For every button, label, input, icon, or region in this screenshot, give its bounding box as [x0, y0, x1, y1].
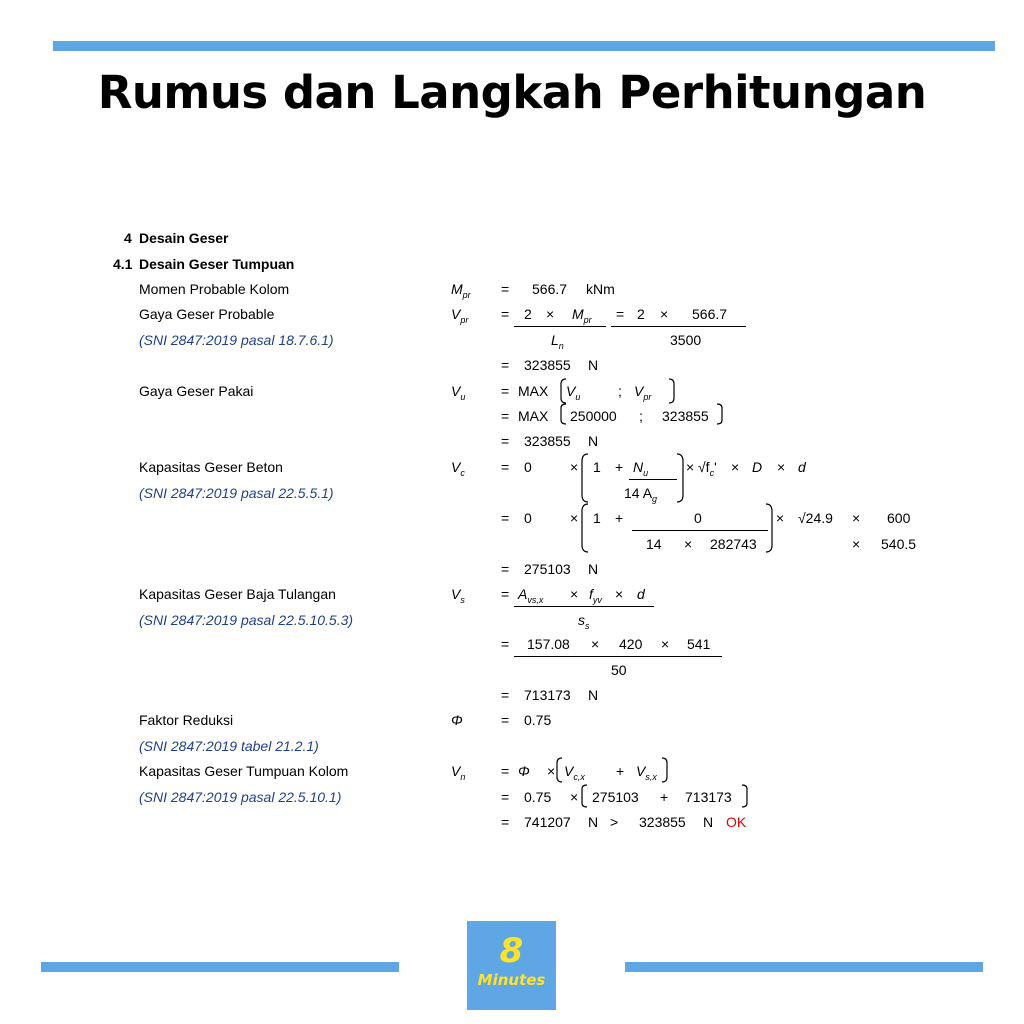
- section-heading: Desain Geser: [139, 230, 229, 246]
- vpr-factor: 2: [637, 306, 645, 322]
- times-sign: ×: [852, 536, 861, 552]
- vc-symbol: $V_c$: [451, 459, 465, 478]
- vpr-moment-symbol: $M_{pr}$: [572, 306, 592, 325]
- equals-sign: =: [616, 306, 625, 322]
- vc-label: Kapasitas Geser Beton: [139, 459, 283, 475]
- times-sign: ×: [731, 459, 740, 475]
- equals-sign: =: [501, 408, 510, 424]
- vc-diameter-symbol: D: [752, 459, 763, 475]
- vc-one: 1: [593, 510, 601, 526]
- vs-spacing-symbol: $s_s$: [578, 612, 590, 631]
- vpr-factor: 2: [524, 306, 532, 322]
- left-bracket: [555, 757, 563, 783]
- vs-yield-value: 420: [619, 636, 643, 652]
- vu-arg-b: $V_{pr}$: [634, 383, 652, 402]
- times-sign: ×: [591, 636, 600, 652]
- logo-word: Minutes: [477, 971, 546, 989]
- vc-fourteen: 14: [646, 536, 662, 552]
- mpr-value: 566.7: [532, 281, 568, 297]
- vc-unit: N: [588, 561, 599, 577]
- vpr-length-symbol: $L_n$: [551, 332, 564, 351]
- phi-reference: (SNI 2847:2019 tabel 21.2.1): [139, 738, 319, 754]
- vc-depth-value: 540.5: [881, 536, 917, 552]
- times-sign: ×: [660, 306, 669, 322]
- vs-symbol: $V_s$: [451, 586, 465, 605]
- top-accent-bar: [53, 41, 995, 51]
- vc-result: 275103: [524, 561, 571, 577]
- left-paren: [579, 453, 589, 503]
- times-sign: ×: [776, 510, 785, 526]
- fraction-line: [629, 479, 677, 480]
- bottom-left-bar: [41, 962, 399, 972]
- vu-label: Gaya Geser Pakai: [139, 383, 254, 399]
- vu-value-a: 250000: [570, 408, 617, 424]
- times-sign: ×: [661, 636, 670, 652]
- right-bracket: [661, 757, 669, 783]
- vc-area-value: 282743: [710, 536, 757, 552]
- vs-result: 713173: [524, 687, 571, 703]
- semicolon: ;: [639, 408, 643, 424]
- equals-sign: =: [501, 383, 510, 399]
- plus-sign: +: [616, 763, 625, 779]
- vs-area-symbol: $A_{vs,x}$: [518, 586, 544, 605]
- equals-sign: =: [501, 814, 510, 830]
- fraction-line: [514, 656, 722, 657]
- fraction-line: [611, 326, 746, 327]
- vu-result: 323855: [524, 433, 571, 449]
- vn-phi-symbol: Φ: [518, 763, 530, 779]
- equals-sign: =: [501, 687, 510, 703]
- right-paren: [676, 453, 686, 503]
- vc-axial-symbol: $N_u$: [633, 459, 649, 478]
- vn-compare-value: 323855: [639, 814, 686, 830]
- vc-area-symbol: 14 $A_g$: [624, 485, 658, 504]
- bottom-right-bar: [625, 962, 983, 972]
- times-sign: ×: [686, 459, 695, 475]
- vu-arg-a: $V_u$: [566, 383, 581, 402]
- vpr-result: 323855: [524, 357, 571, 373]
- equals-sign: =: [501, 636, 510, 652]
- vpr-label: Gaya Geser Probable: [139, 306, 275, 322]
- vn-unit: N: [588, 814, 599, 830]
- mpr-unit: kNm: [586, 281, 615, 297]
- vc-diameter-value: 600: [887, 510, 911, 526]
- vs-area-value: 157.08: [527, 636, 570, 652]
- times-sign: ×: [570, 789, 579, 805]
- times-sign: ×: [570, 510, 579, 526]
- vc-reference: (SNI 2847:2019 pasal 22.5.5.1): [139, 485, 334, 501]
- equals-sign: =: [501, 789, 510, 805]
- times-sign: ×: [547, 763, 556, 779]
- logo-number: 8: [499, 931, 524, 971]
- times-sign: ×: [615, 586, 624, 602]
- vn-value-a: 275103: [592, 789, 639, 805]
- page-title: Rumus dan Langkah Perhitungan: [97, 66, 927, 119]
- vs-label: Kapasitas Geser Baja Tulangan: [139, 586, 336, 602]
- subsection-number: 4.1: [113, 256, 133, 272]
- left-paren: [579, 503, 589, 553]
- mpr-symbol: $M_{pr}$: [451, 281, 471, 300]
- vc-depth-symbol: d: [798, 459, 806, 475]
- times-sign: ×: [684, 536, 693, 552]
- times-sign: ×: [570, 459, 579, 475]
- mpr-label: Momen Probable Kolom: [139, 281, 290, 297]
- vn-value-b: 713173: [685, 789, 732, 805]
- vu-unit: N: [588, 433, 599, 449]
- vn-arg-b: $V_{s,x}$: [636, 763, 657, 782]
- vs-depth-value: 541: [687, 636, 711, 652]
- max-function: MAX: [518, 383, 549, 399]
- equals-sign: =: [501, 510, 510, 526]
- vn-reference: (SNI 2847:2019 pasal 22.5.10.1): [139, 789, 342, 805]
- equals-sign: =: [501, 586, 510, 602]
- vs-spacing-value: 50: [611, 662, 627, 678]
- vs-unit: N: [588, 687, 599, 703]
- vc-zero: 0: [524, 510, 532, 526]
- vpr-moment-value: 566.7: [692, 306, 728, 322]
- section-number: 4: [124, 230, 132, 246]
- times-sign: ×: [852, 510, 861, 526]
- equals-sign: =: [501, 561, 510, 577]
- vn-symbol: $V_n$: [451, 763, 466, 782]
- vc-sqrt-value: √24.9: [798, 510, 833, 526]
- plus-sign: +: [660, 789, 669, 805]
- vpr-symbol: $V_{pr}$: [451, 306, 469, 325]
- times-sign: ×: [570, 586, 579, 602]
- vpr-length-value: 3500: [670, 332, 702, 348]
- equals-sign: =: [501, 281, 510, 297]
- vn-compare-unit: N: [703, 814, 714, 830]
- max-function: MAX: [518, 408, 549, 424]
- 8-minutes-logo: [467, 921, 556, 1010]
- fraction-line: [514, 326, 606, 327]
- equals-sign: =: [501, 433, 510, 449]
- times-sign: ×: [777, 459, 786, 475]
- greater-than-sign: >: [610, 814, 619, 830]
- vn-phi-value: 0.75: [524, 789, 552, 805]
- right-bracket: [716, 403, 724, 425]
- equals-sign: =: [501, 459, 510, 475]
- vc-sqrt-symbol: $√f_c'$: [698, 459, 717, 478]
- vc-zero: 0: [524, 459, 532, 475]
- fraction-line: [514, 606, 654, 607]
- right-bracket: [741, 784, 749, 808]
- subsection-heading: Desain Geser Tumpuan: [139, 256, 295, 272]
- semicolon: ;: [618, 383, 622, 399]
- vpr-unit: N: [588, 357, 599, 373]
- right-paren: [765, 503, 775, 553]
- fraction-line: [632, 530, 768, 531]
- vs-yield-symbol: $f_{yv}$: [589, 586, 602, 605]
- vu-value-b: 323855: [662, 408, 709, 424]
- vu-symbol: $V_u$: [451, 383, 466, 402]
- vn-label: Kapasitas Geser Tumpuan Kolom: [139, 763, 349, 779]
- phi-label: Faktor Reduksi: [139, 712, 234, 728]
- equals-sign: =: [501, 306, 510, 322]
- vc-one: 1: [593, 459, 601, 475]
- equals-sign: =: [501, 712, 510, 728]
- plus-sign: +: [615, 510, 624, 526]
- equals-sign: =: [501, 357, 510, 373]
- vs-depth-symbol: d: [637, 586, 645, 602]
- vn-result: 741207: [524, 814, 571, 830]
- phi-symbol: Φ: [451, 712, 463, 728]
- vpr-reference: (SNI 2847:2019 pasal 18.7.6.1): [139, 332, 334, 348]
- plus-sign: +: [615, 459, 624, 475]
- vn-arg-a: $V_{c,x}$: [564, 763, 585, 782]
- phi-value: 0.75: [524, 712, 552, 728]
- right-bracket: [668, 378, 676, 404]
- equals-sign: =: [501, 763, 510, 779]
- vc-axial-value: 0: [694, 510, 702, 526]
- left-bracket: [559, 403, 567, 425]
- status-ok: OK: [726, 814, 747, 830]
- times-sign: ×: [546, 306, 555, 322]
- left-bracket: [580, 784, 588, 808]
- vs-reference: (SNI 2847:2019 pasal 22.5.10.5.3): [139, 612, 354, 628]
